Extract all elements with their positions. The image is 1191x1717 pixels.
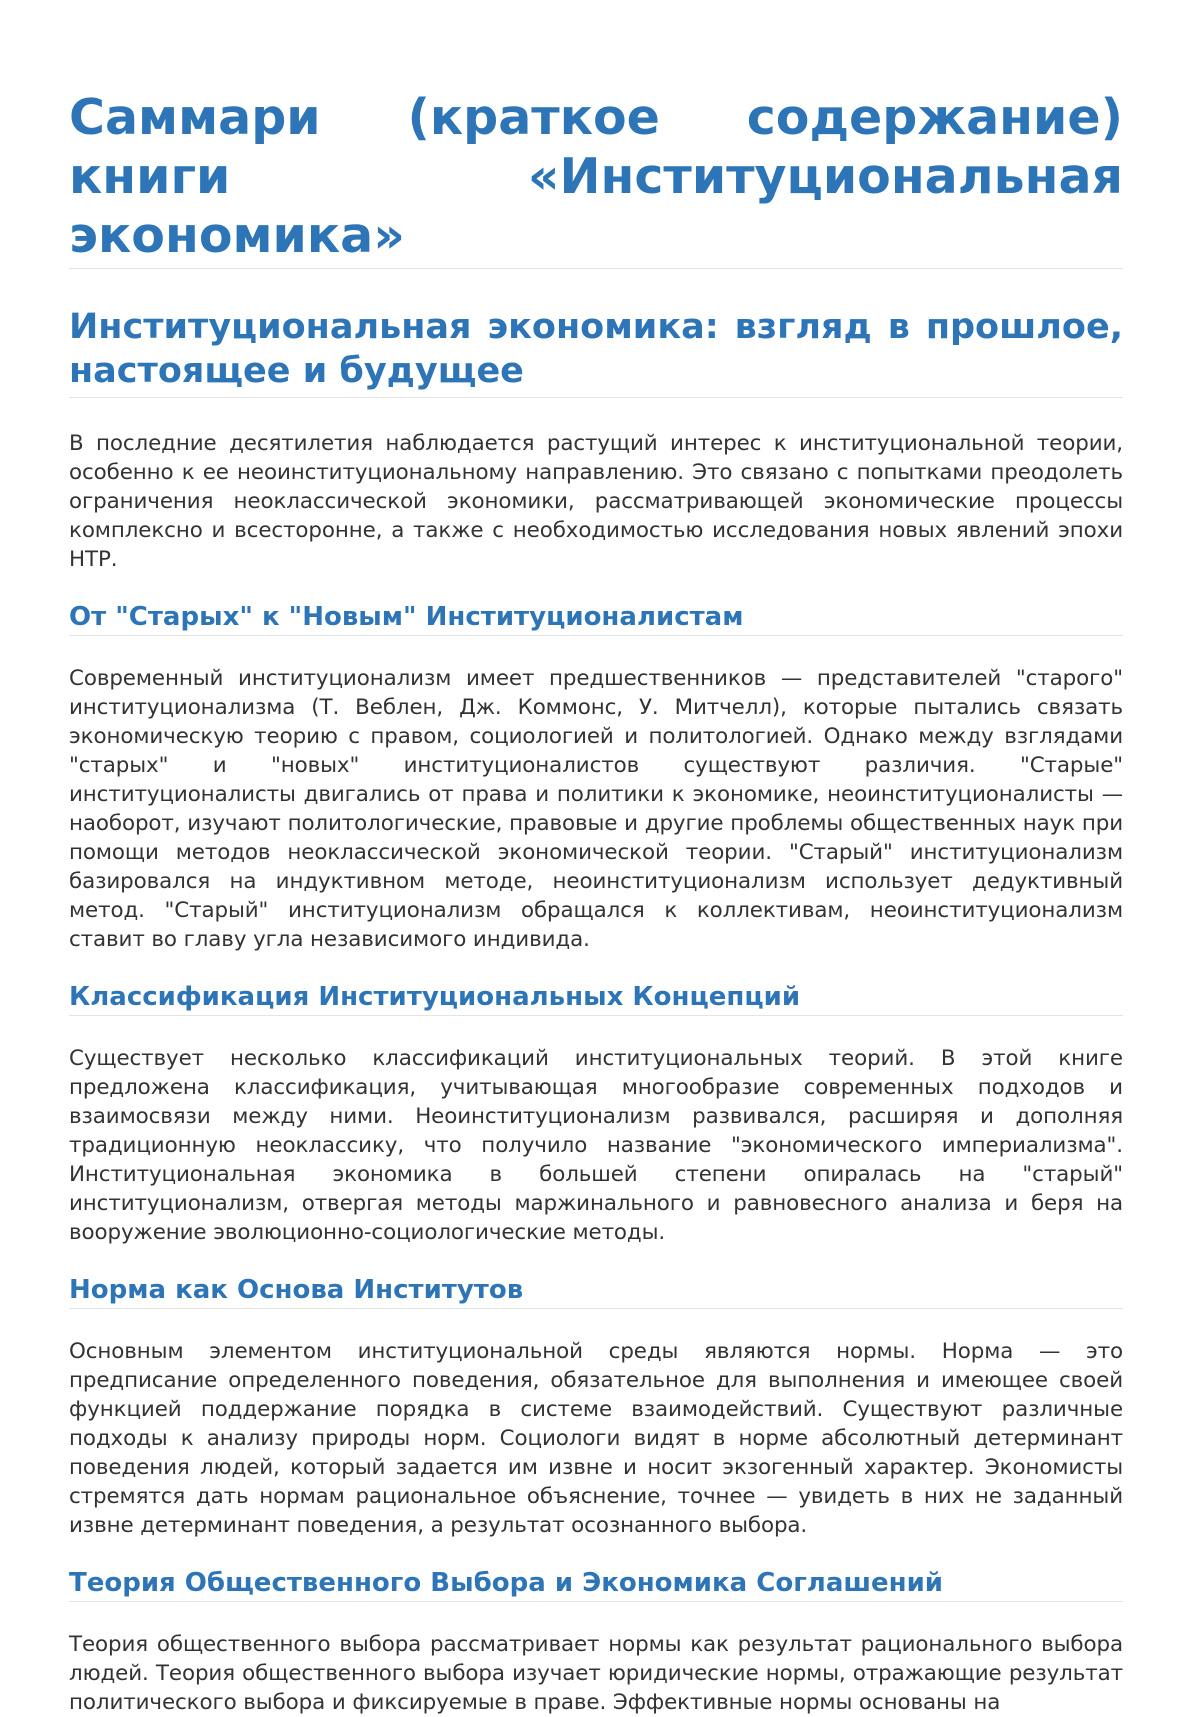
section-paragraph: Теория общественного выбора рассматривает нормы как результат рационального выбора людей. Теория общественного выбора изучает юридические нормы, отражающие результат политического выбора и фиксируемые в праве. Эффективные нормы основаны на: [69, 1632, 1123, 1715]
section-paragraph: Основным элементом институциональной среды являются нормы. Норма — это предписание определенного поведения, обязательное для выполнения и имеющее своей функцией поддержание порядка в системе взаимодействий. Существуют различные подходы к анализу природы норм. Социологи видят в норме абсолютный детерминант поведения людей, который задается им извне и носит экзогенный характер. Экономисты стремятся дать нормам рациональное объяснение, точнее — увидеть в них не заданный извне детерминант поведения, а результат осознанного выбора.: [69, 1339, 1123, 1538]
document-page: [69, 88, 1123, 1717]
document-subtitle: Институциональная экономика: взгляд в прошлое, настоящее и будущее: [69, 305, 1123, 398]
section-heading: От "Старых" к "Новым" Институционалистам: [69, 600, 1123, 636]
intro-paragraph: В последние десятилетия наблюдается растущий интерес к институциональной теории, особенно к ее неоинституциональному направлению. Это связано с попытками преодолеть ограничения неоклассической экономики, рассматривающей экономические процессы комплексно и всесторонне, а также с необходимостью исследования новых явлений эпохи НТР.: [69, 431, 1123, 572]
section-paragraph: Существует несколько классификаций институциональных теорий. В этой книге предложена классификация, учитывающая многообразие современных подходов и взаимосвязи между ними. Неоинституционализм развивался, расширяя и дополняя традиционную неоклассику, что получило название "экономического империализма". Институциональная экономика в большей степени опиралась на "старый" институционализм, отвергая методы маржинального и равновесного анализа и беря на вооружение эволюционно-социологические методы.: [69, 1046, 1123, 1245]
document-title: Саммари (краткое содержание) книги «Институциональная экономика»: [69, 88, 1123, 269]
section-paragraph: Современный институционализм имеет предшественников — представителей "старого" институционализма (Т. Веблен, Дж. Коммонс, У. Митчелл), которые пытались связать экономическую теорию с правом, социологией и политологией. Однако между взглядами "старых" и "новых" институционалистов существуют различия. "Старые" институционалисты двигались от права и политики к экономике, неоинституционалисты — наоборот, изучают политологические, правовые и другие проблемы общественных наук при помощи методов неоклассической экономической теории. "Старый" институционализм базировался на индуктивном методе, неоинституционализм использует дедуктивный метод. "Старый" институционализм обращался к коллективам, неоинституционализм ставит во главу угла независимого индивида.: [69, 666, 1123, 952]
section-heading: Классификация Институциональных Концепций: [69, 980, 1123, 1016]
section-heading: Норма как Основа Институтов: [69, 1273, 1123, 1309]
section-heading: Теория Общественного Выбора и Экономика Соглашений: [69, 1566, 1123, 1602]
